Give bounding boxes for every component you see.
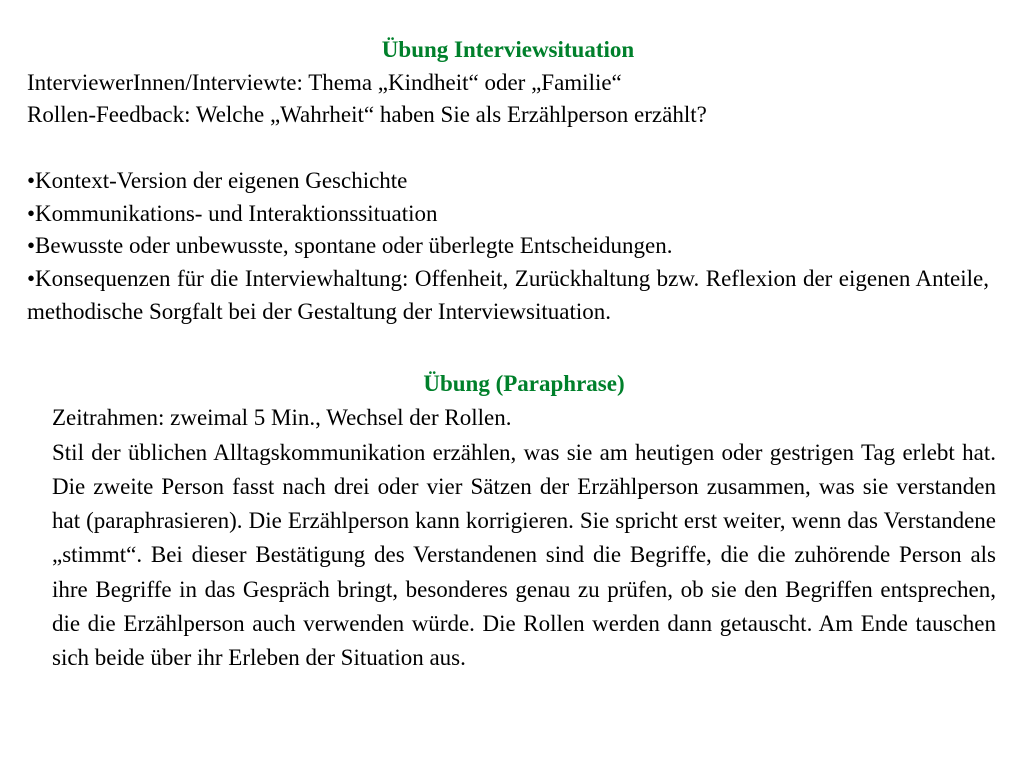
instructions-paragraph: Stil der üblichen Alltagskommunikation erzählen, was sie am heutigen oder gestrigen Tag erlebt hat. Die zweite Person fasst nach drei oder vier Sätzen der Erzählperson zusammen, was sie verstanden hat (paraphrasieren). Die Erzählperson kann korrigieren. Sie spricht erst weiter, wenn das Verstandene „stimmt“. Bei dieser Bestätigung des Verstandenen sind die Begriffe, die die zuhörende Person als ihre Begriffe in das Gespräch bringt, besonderes genau zu prüfen, ob sie den Begriffen entsprechen, die die Erzählperson auch verwenden würde. Die Rollen werden dann getauscht. Am Ende tauschen sich beide über ihr Erleben der Situation aus.	[52, 439, 996, 671]
interview-section	[27, 34, 989, 328]
interview-heading: Übung Interviewsituation	[381, 37, 635, 62]
bullet-item: •Konsequenzen für die Interviewhaltung: Offenheit, Zurückhaltung bzw. Reflexion der eigenen Anteile, methodische Sorgfalt bei der Gestaltung der Interviewsituation.	[27, 265, 989, 324]
spacer	[27, 132, 989, 165]
bullet-item: •Kommunikations- und Interaktionssituation	[27, 200, 438, 226]
paraphrase-heading: Übung (Paraphrase)	[423, 371, 625, 396]
bullet-item: •Bewusste oder unbewusste, spontane oder überlegte Entscheidungen.	[27, 233, 673, 259]
timeframe-line: Zeitrahmen: zweimal 5 Min., Wechsel der Rollen.	[52, 405, 512, 431]
bullet-item: •Kontext-Version der eigenen Geschichte	[27, 167, 408, 193]
interview-topic-line: InterviewerInnen/Interviewte: Thema „Kindheit“ oder „Familie“	[27, 69, 622, 95]
role-feedback-line: Rollen-Feedback: Welche „Wahrheit“ haben Sie als Erzählperson erzählt?	[27, 102, 707, 128]
paraphrase-section	[52, 367, 996, 676]
